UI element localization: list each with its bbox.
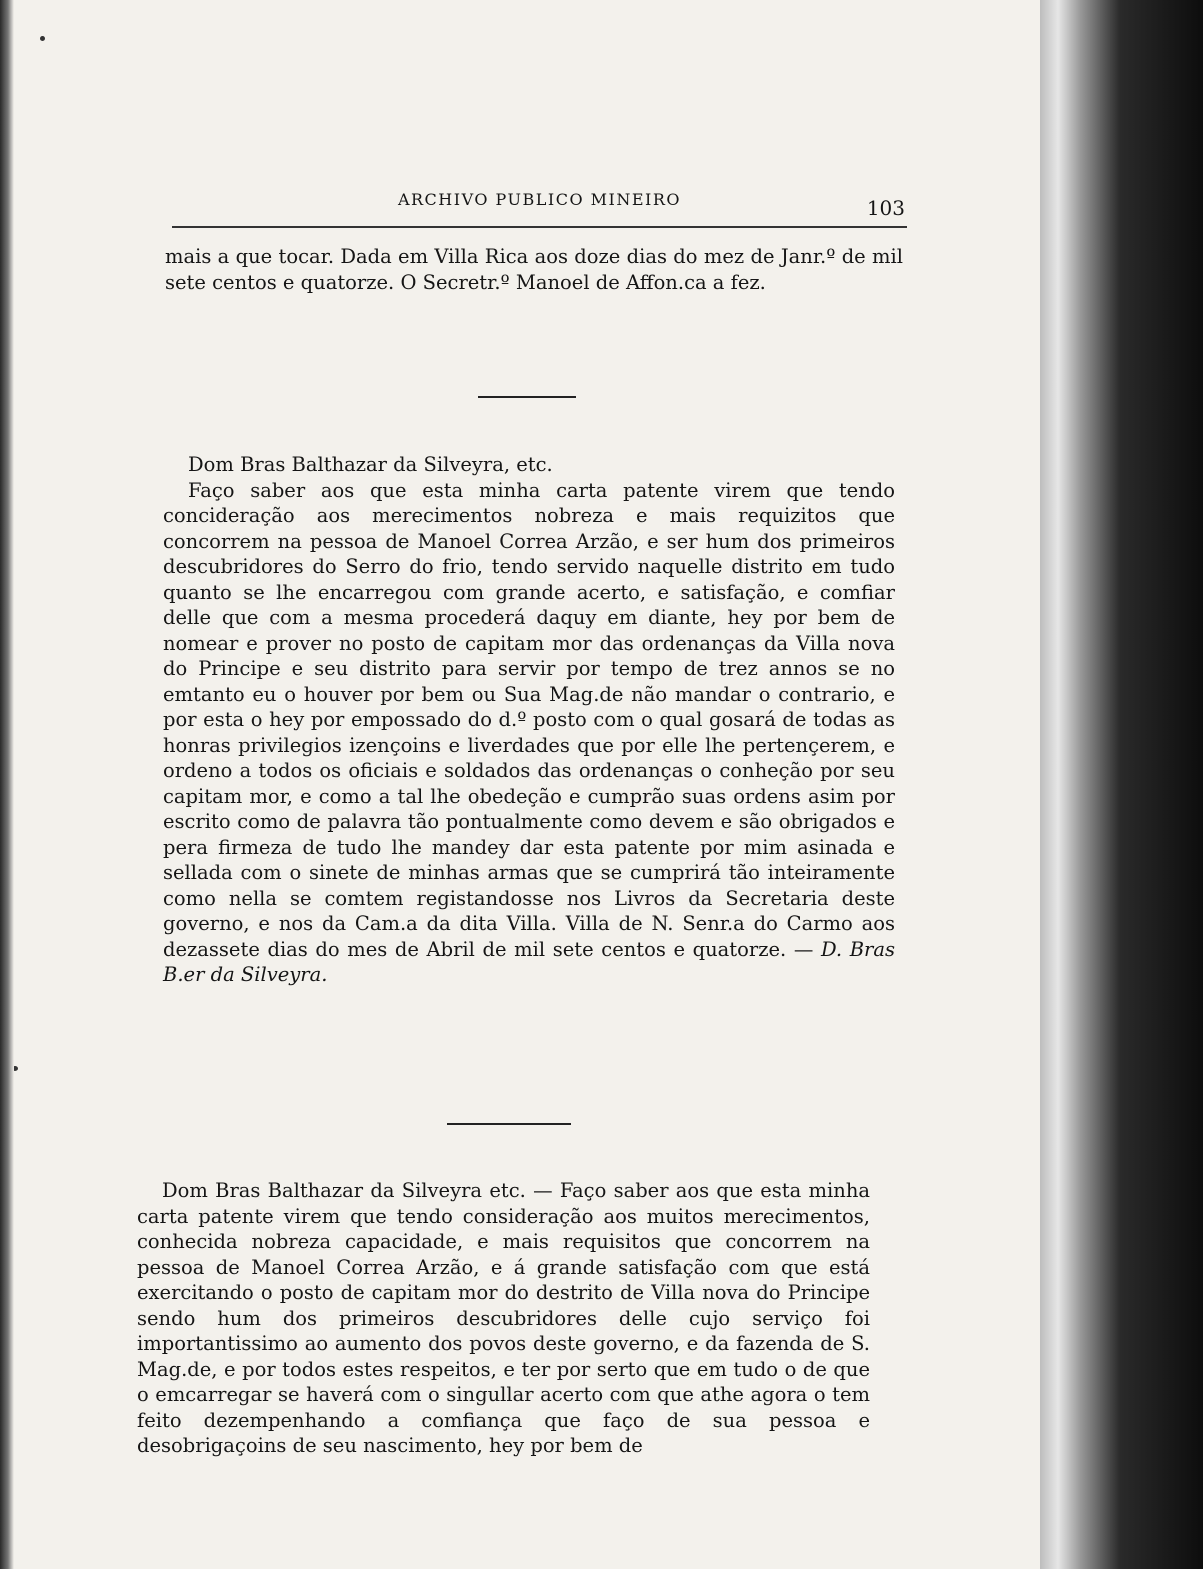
page-number: 103 — [866, 196, 905, 220]
section-1-paragraph: mais a que tocar. Dada em Villa Rica aos doze dias do mez de Janr.º de mil sete centos e quatorze. O Secretr.º Manoel de Affon.ca a fez. — [165, 245, 903, 294]
section-divider — [447, 1123, 571, 1125]
section-divider — [478, 396, 576, 398]
speck-mark — [40, 36, 45, 41]
section-2-body-text: Faço saber aos que esta minha carta patente virem que tendo concideração aos merecimentos nobreza e mais requizitos que concorrem na pessoa de Manoel Correa Arzão, e ser hum dos primeiros descubridores do Serro do frio, tendo servido naquelle distrito em tudo quanto se lhe encarregou com grande acerto, e satisfação, e comfiar delle que com a mesma procederá daquy em diante, hey por bem de nomear e prover no posto de capitam mor das ordenanças da Villa nova do Principe e seu distrito para servir por tempo de trez annos se no emtanto eu o houver por bem ou Sua Mag.de não mandar o contrario, e por esta o hey por empossado do d.º posto com o qual gosará de todas as honras privilegios izençoins e liverdades que por elle lhe pertençerem, e ordeno a todos os oficiais e soldados das ordenanças o conheção por seu capitam mor, e como a tal lhe obedeção e cumprão suas ordens asim por escrito como de palavra tão pontualmente como devem e são obrigados e pera firmeza de tudo lhe mandey dar esta patente por mim asinada e sellada com o sinete de minhas armas que se cumprirá tão inteiramente como nella se comtem registandosse nos Livros da Secretaria deste governo, e nos da Cam.a da dita Villa. Villa de N. Senr.a do Carmo aos dezassete dias do mes de Abril de mil sete centos e quatorze. — — [163, 478, 895, 961]
page-edge-shadow — [1040, 0, 1203, 1569]
running-header — [172, 186, 907, 228]
section-2-body — [163, 478, 895, 988]
header-title: ARCHIVO PUBLICO MINEIRO — [397, 190, 682, 209]
section-2-signature: D. Bras B.er da Silveyra. — [163, 937, 896, 986]
section-3-paragraph: Dom Bras Balthazar da Silveyra etc. — Faço saber aos que esta minha carta patente virem que tendo consideração aos muitos merecimentos, conhecida nobreza capacidade, e mais requisitos que concorrem na pessoa de Manoel Correa Arzão, e á grande satisfação com que está exercitando o posto de capitam mor do destrito de Villa nova do Principe sendo hum dos primeiros descubridores delle cujo serviço foi importantissimo ao aumento dos povos deste governo, e da fazenda de S. Mag.de, e por todos estes respeitos, e ter por serto que em tudo o de que o emcarregar se haverá com o singullar acerto com que athe agora o tem feito dezempenhando a comfiança que faço de sua pessoa e desobrigaçoins de seu nascimento, hey por bem de — [137, 1179, 870, 1457]
section-2 — [163, 452, 895, 988]
page-binding-shadow — [0, 0, 14, 1569]
section-1 — [165, 244, 903, 295]
section-3 — [137, 1178, 870, 1459]
section-2-opening: Dom Bras Balthazar da Silveyra, etc. — [188, 453, 553, 476]
